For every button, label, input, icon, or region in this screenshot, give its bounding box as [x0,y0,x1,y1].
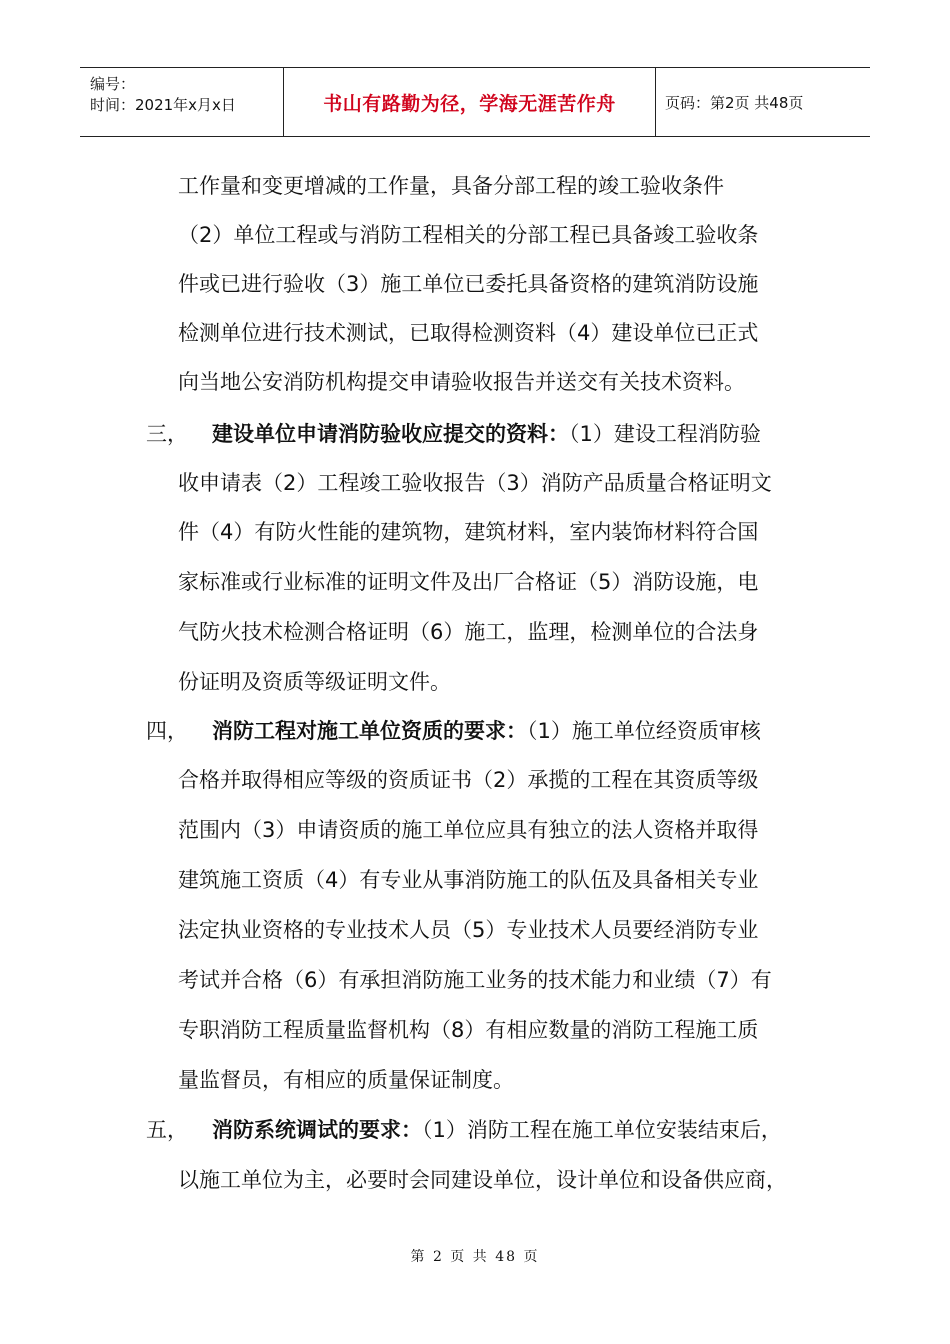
page-info: 页码：第2页 共48页 [665,93,804,112]
number-label: 编号： [90,75,136,93]
section-number: 三， [146,422,188,446]
section-first-line [212,719,761,743]
section-first-line [212,1118,782,1142]
section-number: 五， [146,1118,188,1142]
header-page-cell [655,68,870,136]
body-line: 份证明及资质等级证明文件。 [178,670,451,694]
body-line: 件或已进行验收（3）施工单位已委托具备资格的建筑消防设施 [178,272,759,296]
section-first-text: （1）消防工程在施工单位安装结束后， [422,1118,782,1142]
body-line: （2）单位工程或与消防工程相关的分部工程已具备竣工验收条 [178,223,759,247]
body-line: 法定执业资格的专业技术人员（5）专业技术人员要经消防专业 [178,918,759,942]
document-header [80,67,870,137]
body-line: 量监督员，有相应的质量保证制度。 [178,1068,514,1092]
body-line: 范围内（3）申请资质的施工单位应具有独立的法人资格并取得 [178,818,759,842]
section-first-text: （1）施工单位经资质审核 [527,719,761,743]
header-motto-cell [283,68,656,136]
body-line: 向当地公安消防机构提交申请验收报告并送交有关技术资料。 [178,370,745,394]
body-line: 合格并取得相应等级的资质证书（2）承揽的工程在其资质等级 [178,768,759,792]
section-number: 四， [146,719,188,743]
body-line: 建筑施工资质（4）有专业从事消防施工的队伍及具备相关专业 [178,868,759,892]
body-line: 件（4）有防火性能的建筑物，建筑材料，室内装饰材料符合国 [178,520,759,544]
body-line: 收申请表（2）工程竣工验收报告（3）消防产品质量合格证明文 [178,471,772,495]
body-line: 气防火技术检测合格证明（6）施工，监理，检测单位的合法身 [178,620,759,644]
header-meta-cell [80,68,283,136]
motto-text: 书山有路勤为径，学海无涯苦作舟 [323,92,616,115]
section-first-text: （1）建设工程消防验 [569,422,761,446]
body-line: 考试并合格（6）有承担消防施工业务的技术能力和业绩（7）有 [178,968,772,992]
body-line: 检测单位进行技术测试，已取得检测资料（4）建设单位已正式 [178,321,759,345]
section-title: 消防工程对施工单位资质的要求： [212,719,527,743]
section-first-line [212,422,761,446]
body-line: 家标准或行业标准的证明文件及出厂合格证（5）消防设施，电 [178,570,759,594]
body-line: 以施工单位为主，必要时会同建设单位，设计单位和设备供应商， [178,1168,787,1192]
time-label: 时间：2021年x月x日 [90,96,236,114]
section-title: 建设单位申请消防验收应提交的资料： [212,422,569,446]
page-footer: 第 2 页 共 48 页 [410,1249,540,1265]
body-line: 工作量和变更增减的工作量，具备分部工程的竣工验收条件 [178,174,724,198]
section-title: 消防系统调试的要求： [212,1118,422,1142]
body-line: 专职消防工程质量监督机构（8）有相应数量的消防工程施工质 [178,1018,759,1042]
